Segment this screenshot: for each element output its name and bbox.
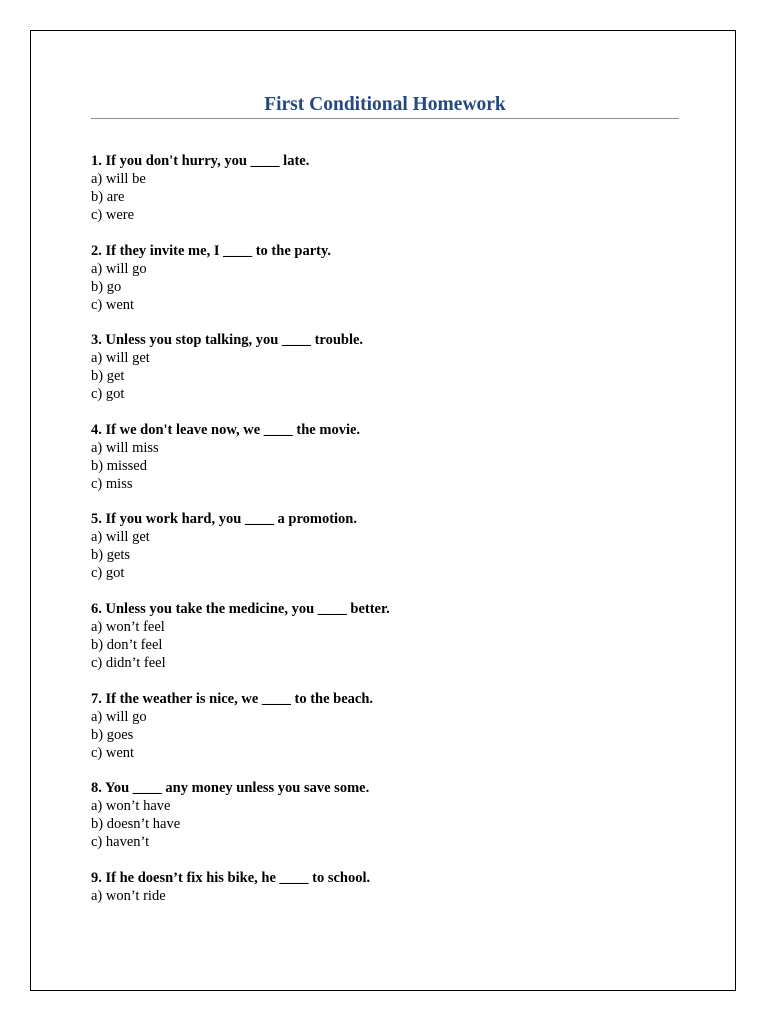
- answer-option: c) miss: [91, 475, 133, 492]
- question-4: [91, 421, 679, 493]
- answer-option: a) will get: [91, 350, 150, 367]
- question-text: 7. If the weather is nice, we ____ to the beach.: [91, 690, 374, 707]
- answer-option: c) got: [91, 386, 125, 403]
- question-text: 5. If you work hard, you ____ a promotion.: [91, 511, 357, 528]
- answer-option: b) get: [91, 368, 125, 385]
- question-list: [91, 152, 679, 922]
- answer-option: b) missed: [91, 457, 147, 474]
- question-text: 3. Unless you stop talking, you ____ trouble.: [91, 332, 364, 349]
- answer-option: c) didn’t feel: [91, 654, 166, 671]
- question-5: [91, 510, 679, 582]
- answer-option: a) will go: [91, 260, 147, 277]
- answer-option: c) haven’t: [91, 834, 150, 851]
- answer-option: b) are: [91, 189, 125, 205]
- answer-option: a) will miss: [91, 439, 159, 456]
- answer-option: c) got: [91, 565, 125, 582]
- question-3: [91, 331, 679, 403]
- question-6: [91, 600, 679, 672]
- answer-option: c) went: [91, 296, 135, 313]
- answer-option: b) go: [91, 278, 122, 295]
- answer-option: b) don’t feel: [91, 636, 163, 653]
- answer-option: a) won’t ride: [91, 887, 166, 904]
- answer-option: a) won’t feel: [91, 618, 165, 635]
- question-9: [91, 869, 679, 905]
- question-text: 4. If we don't leave now, we ____ the movie.: [91, 421, 361, 438]
- question-2: [91, 242, 679, 314]
- answer-option: a) will get: [91, 529, 150, 546]
- question-8: [91, 779, 679, 851]
- question-1: [91, 152, 679, 224]
- question-text: 6. Unless you take the medicine, you ____ better.: [91, 600, 390, 617]
- answer-option: c) were: [91, 207, 135, 223]
- document-page: [30, 30, 736, 991]
- question-text: 1. If you don't hurry, you ____ late.: [91, 153, 310, 169]
- answer-option: a) will be: [91, 171, 146, 187]
- document-title: First Conditional Homework: [264, 94, 506, 115]
- answer-option: b) gets: [91, 547, 131, 564]
- answer-option: b) goes: [91, 726, 134, 743]
- title-underline: [91, 118, 679, 119]
- question-text: 2. If they invite me, I ____ to the party.: [91, 242, 332, 259]
- answer-option: b) doesn’t have: [91, 816, 181, 833]
- question-text: 9. If he doesn’t fix his bike, he ____ to school.: [91, 869, 371, 886]
- answer-option: a) won’t have: [91, 798, 171, 815]
- question-text: 8. You ____ any money unless you save some.: [91, 780, 370, 797]
- answer-option: a) will go: [91, 708, 147, 725]
- answer-option: c) went: [91, 744, 135, 761]
- question-7: [91, 690, 679, 762]
